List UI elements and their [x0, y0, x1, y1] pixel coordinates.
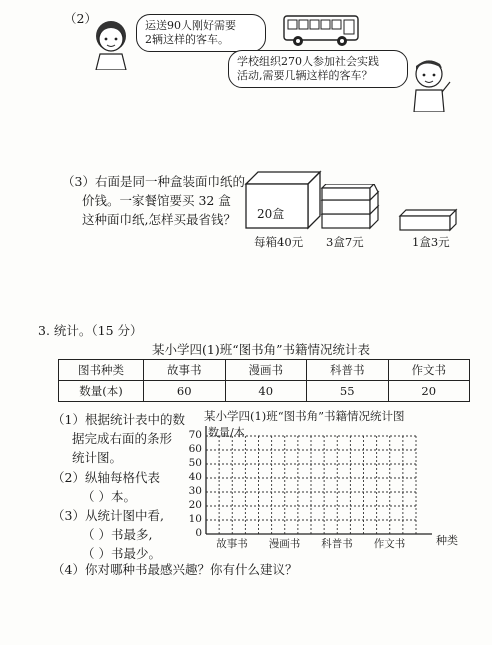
question-2-line-2: （ ）本。 — [82, 489, 136, 504]
table-row-label: 数量(本) — [59, 381, 144, 402]
question-1-line-3: 统计图。 — [72, 450, 123, 465]
table-header-cell: 漫画书 — [225, 360, 307, 381]
chart-xlabel: 种类 — [436, 534, 458, 547]
boy-speech-line-2: 活动,需要几辆这样的客车？ — [237, 69, 373, 82]
table-cell: 40 — [225, 381, 307, 402]
question-3-line-1: （3）从统计图中看, — [52, 508, 164, 523]
girl-speech-line-1: 运送90人刚好需要 — [145, 19, 236, 32]
question-3-line-3: （ ）书最少。 — [82, 546, 161, 561]
chart-title: 某小学四(1)班“图书角”书籍情况统计图 — [204, 409, 405, 423]
question-3-line-2: （ ）书最多, — [82, 527, 153, 542]
question-1-line-1: （1）根据统计表中的数 — [52, 412, 185, 427]
medium-box-price: 3盒7元 — [326, 235, 364, 249]
table-cell: 60 — [144, 381, 226, 402]
chart-ylabel: 数量/本 — [208, 426, 245, 439]
small-box-price: 1盒3元 — [412, 235, 450, 249]
table-header-cell: 作文书 — [388, 360, 470, 381]
y-tick-label: 10 — [188, 513, 202, 525]
x-category-label: 作文书 — [373, 538, 406, 550]
y-tick-label: 70 — [188, 429, 202, 441]
y-tick-label: 30 — [188, 485, 202, 497]
large-box-label: 20盒 — [257, 207, 285, 221]
x-category-label: 故事书 — [216, 538, 248, 550]
table-header-cell: 科普书 — [307, 360, 389, 381]
y-tick-label: 20 — [188, 499, 202, 511]
large-box-price: 每箱40元 — [254, 235, 304, 249]
problem3-line-1: （3）右面是同一种盒装面巾纸的 — [62, 174, 245, 189]
problem2-label: （2） — [64, 11, 97, 26]
question-2-line-1: （2）纵轴每格代表 — [52, 470, 160, 485]
y-tick-label: 60 — [188, 443, 202, 455]
y-tick-label: 50 — [188, 457, 202, 469]
problem3-line-3: 这种面巾纸,怎样买最省钱？ — [82, 212, 236, 227]
table-cell: 55 — [307, 381, 389, 402]
problem3-line-2: 价钱。一家餐馆要买 32 盒 — [82, 193, 231, 208]
stat-table-title: 某小学四(1)班“图书角”书籍情况统计表 — [152, 342, 370, 357]
table-header-cell: 故事书 — [144, 360, 226, 381]
boy-speech-line-1: 学校组织270人参加社会实践 — [237, 55, 379, 68]
question-4: （4）你对哪种书最感兴趣？你有什么建议？ — [52, 562, 298, 577]
x-category-label: 漫画书 — [268, 538, 301, 550]
table-cell: 20 — [388, 381, 470, 402]
y-tick-label: 40 — [188, 471, 202, 483]
question-1-line-2: 据完成右面的条形 — [72, 431, 173, 446]
y-tick-label: 0 — [195, 527, 202, 539]
girl-speech-line-2: 2辆这样的客车。 — [145, 33, 229, 46]
table-header-cell: 图书种类 — [59, 360, 144, 381]
x-category-label: 科普书 — [321, 538, 353, 550]
section3-heading: 3. 统计。（15 分） — [38, 323, 143, 338]
